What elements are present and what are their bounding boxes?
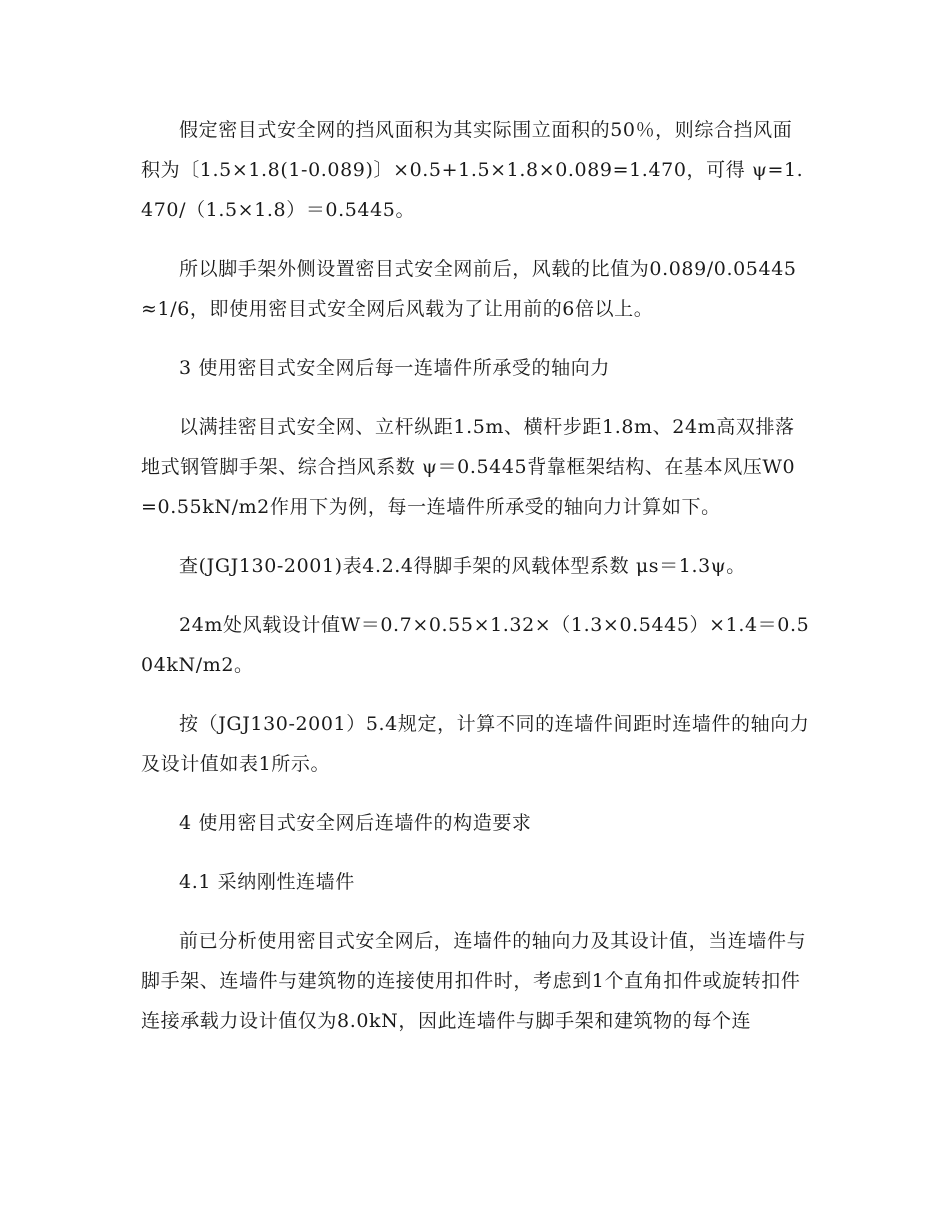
paragraph-shape-coefficient: 查(JGJ130-2001)表4.2.4得脚手架的风载体型系数 μs＝1.3ψ。 (179, 555, 746, 577)
paragraph-wind-design-value: 24m处风载设计值W＝0.7×0.55×1.32×（1.3×0.5445）×1.4＝0.504kN/m2。 (141, 614, 810, 676)
paragraph-rigid-connection: 前已分析使用密目式安全网后，连墙件的轴向力及其设计值，当连墙件与脚手架、连墙件与建筑物的连接使用扣件时，考虑到1个直角扣件或旋转扣件连接承载力设计值仅为8.0kN，因此连墙件与脚手架和建筑物的每个连 (141, 930, 807, 1032)
paragraph-gap (141, 230, 811, 249)
paragraph-gap (141, 329, 811, 348)
paragraph-gap (141, 843, 811, 862)
paragraph-gap (141, 902, 811, 921)
paragraph-wind-ratio: 所以脚手架外侧设置密目式安全网前后，风载的比值为0.089/0.05445≈1/6，即使用密目式安全网后风载为了让用前的6倍以上。 (141, 258, 797, 320)
paragraph-gap (141, 527, 811, 546)
subsection-heading-4-1: 4.1 采纳刚性连墙件 (179, 871, 355, 893)
paragraph-gap (141, 388, 811, 407)
paragraph-example-setup: 以满挂密目式安全网、立杆纵距1.5m、横杆步距1.8m、24m高双排落地式钢管脚手架、综合挡风系数 ψ＝0.5445背靠框架结构、在基本风压W0=0.55kN/m2作用下为例，每一连墙件所承受的轴向力计算如下。 (141, 416, 796, 518)
paragraph-table-reference: 按（JGJ130-2001）5.4规定，计算不同的连墙件间距时连墙件的轴向力及设计值如表1所示。 (141, 713, 810, 775)
paragraph-wind-area: 假定密目式安全网的挡风面积为其实际围立面积的50％，则综合挡风面积为〔1.5×1.8(1-0.089)〕×0.5+1.5×1.8×0.089=1.470，可得 ψ=1.470/（1.5×1.8）＝0.5445。 (141, 119, 804, 221)
section-heading-3: 3 使用密目式安全网后每一连墙件所承受的轴向力 (179, 357, 610, 379)
paragraph-gap (141, 586, 811, 605)
paragraph-gap (141, 784, 811, 803)
paragraph-gap (141, 685, 811, 704)
section-heading-4: 4 使用密目式安全网后连墙件的构造要求 (179, 812, 532, 834)
document-body (141, 110, 811, 1041)
